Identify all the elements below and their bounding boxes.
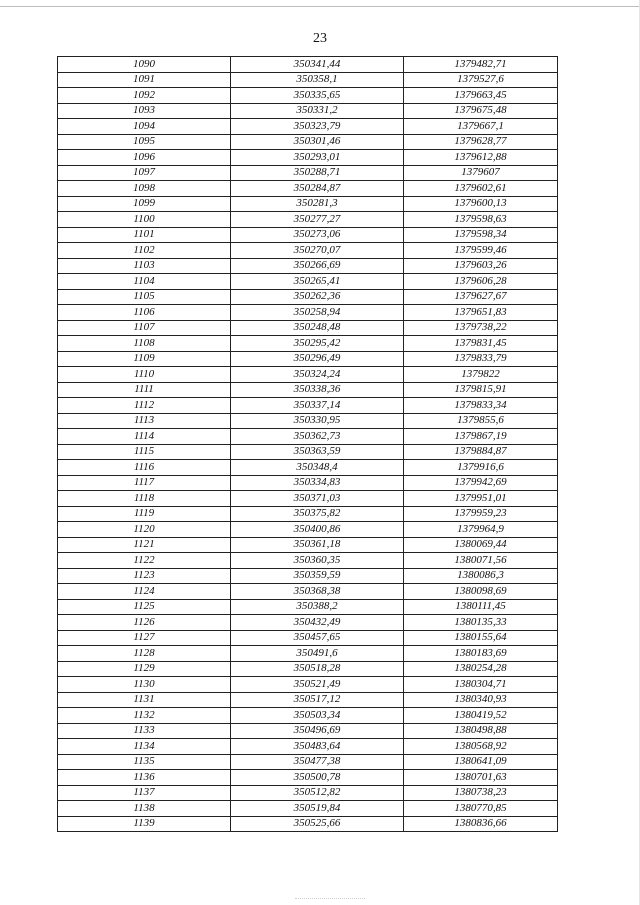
y-coordinate-cell: 1380135,33 bbox=[404, 615, 558, 631]
point-number-cell: 1139 bbox=[58, 816, 231, 832]
point-number-cell: 1123 bbox=[58, 568, 231, 584]
point-number-cell: 1134 bbox=[58, 739, 231, 755]
y-coordinate-cell: 1380069,44 bbox=[404, 537, 558, 553]
top-border-line bbox=[0, 6, 640, 7]
y-coordinate-cell: 1379598,34 bbox=[404, 227, 558, 243]
table-row bbox=[58, 196, 558, 212]
point-number-cell: 1127 bbox=[58, 630, 231, 646]
y-coordinate-cell: 1380738,23 bbox=[404, 785, 558, 801]
point-number-cell: 1117 bbox=[58, 475, 231, 491]
y-coordinate-cell: 1380304,71 bbox=[404, 677, 558, 693]
y-coordinate-cell: 1379602,61 bbox=[404, 181, 558, 197]
point-number-cell: 1091 bbox=[58, 72, 231, 88]
point-number-cell: 1116 bbox=[58, 460, 231, 476]
table-row bbox=[58, 754, 558, 770]
point-number-cell: 1132 bbox=[58, 708, 231, 724]
y-coordinate-cell: 1379482,71 bbox=[404, 57, 558, 73]
table-row bbox=[58, 460, 558, 476]
x-coordinate-cell: 350330,95 bbox=[231, 413, 404, 429]
table-row bbox=[58, 258, 558, 274]
x-coordinate-cell: 350266,69 bbox=[231, 258, 404, 274]
table-row bbox=[58, 382, 558, 398]
x-coordinate-cell: 350360,35 bbox=[231, 553, 404, 569]
point-number-cell: 1102 bbox=[58, 243, 231, 259]
x-coordinate-cell: 350361,18 bbox=[231, 537, 404, 553]
x-coordinate-cell: 350525,66 bbox=[231, 816, 404, 832]
y-coordinate-cell: 1379833,79 bbox=[404, 351, 558, 367]
x-coordinate-cell: 350323,79 bbox=[231, 119, 404, 135]
point-number-cell: 1109 bbox=[58, 351, 231, 367]
table-row bbox=[58, 677, 558, 693]
y-coordinate-cell: 1379606,28 bbox=[404, 274, 558, 290]
point-number-cell: 1095 bbox=[58, 134, 231, 150]
x-coordinate-cell: 350521,49 bbox=[231, 677, 404, 693]
x-coordinate-cell: 350262,36 bbox=[231, 289, 404, 305]
point-number-cell: 1099 bbox=[58, 196, 231, 212]
x-coordinate-cell: 350341,44 bbox=[231, 57, 404, 73]
y-coordinate-cell: 1379867,19 bbox=[404, 429, 558, 445]
point-number-cell: 1103 bbox=[58, 258, 231, 274]
x-coordinate-cell: 350338,36 bbox=[231, 382, 404, 398]
y-coordinate-cell: 1379667,1 bbox=[404, 119, 558, 135]
x-coordinate-cell: 350368,38 bbox=[231, 584, 404, 600]
y-coordinate-cell: 1380568,92 bbox=[404, 739, 558, 755]
point-number-cell: 1130 bbox=[58, 677, 231, 693]
table-row bbox=[58, 444, 558, 460]
y-coordinate-cell: 1379831,45 bbox=[404, 336, 558, 352]
bottom-faint-mark bbox=[295, 898, 365, 902]
table-row bbox=[58, 165, 558, 181]
table-row bbox=[58, 661, 558, 677]
table-row bbox=[58, 88, 558, 104]
point-number-cell: 1119 bbox=[58, 506, 231, 522]
y-coordinate-cell: 1380254,28 bbox=[404, 661, 558, 677]
table-row bbox=[58, 475, 558, 491]
table-row bbox=[58, 568, 558, 584]
y-coordinate-cell: 1380111,45 bbox=[404, 599, 558, 615]
y-coordinate-cell: 1379612,88 bbox=[404, 150, 558, 166]
point-number-cell: 1115 bbox=[58, 444, 231, 460]
x-coordinate-cell: 350334,83 bbox=[231, 475, 404, 491]
y-coordinate-cell: 1380641,09 bbox=[404, 754, 558, 770]
y-coordinate-cell: 1379959,23 bbox=[404, 506, 558, 522]
x-coordinate-cell: 350457,65 bbox=[231, 630, 404, 646]
x-coordinate-cell: 350284,87 bbox=[231, 181, 404, 197]
table-row bbox=[58, 785, 558, 801]
table-row bbox=[58, 801, 558, 817]
point-number-cell: 1114 bbox=[58, 429, 231, 445]
table-row bbox=[58, 816, 558, 832]
point-number-cell: 1097 bbox=[58, 165, 231, 181]
table-row bbox=[58, 72, 558, 88]
x-coordinate-cell: 350500,78 bbox=[231, 770, 404, 786]
x-coordinate-cell: 350400,86 bbox=[231, 522, 404, 538]
y-coordinate-cell: 1379651,83 bbox=[404, 305, 558, 321]
x-coordinate-cell: 350277,27 bbox=[231, 212, 404, 228]
table-row bbox=[58, 646, 558, 662]
x-coordinate-cell: 350358,1 bbox=[231, 72, 404, 88]
x-coordinate-cell: 350273,06 bbox=[231, 227, 404, 243]
table-row bbox=[58, 615, 558, 631]
x-coordinate-cell: 350477,38 bbox=[231, 754, 404, 770]
table-row bbox=[58, 227, 558, 243]
x-coordinate-cell: 350335,65 bbox=[231, 88, 404, 104]
point-number-cell: 1125 bbox=[58, 599, 231, 615]
table-row bbox=[58, 134, 558, 150]
point-number-cell: 1090 bbox=[58, 57, 231, 73]
x-coordinate-cell: 350324,24 bbox=[231, 367, 404, 383]
point-number-cell: 1118 bbox=[58, 491, 231, 507]
x-coordinate-cell: 350265,41 bbox=[231, 274, 404, 290]
y-coordinate-cell: 1380701,63 bbox=[404, 770, 558, 786]
table-row bbox=[58, 305, 558, 321]
x-coordinate-cell: 350288,71 bbox=[231, 165, 404, 181]
x-coordinate-cell: 350337,14 bbox=[231, 398, 404, 414]
point-number-cell: 1111 bbox=[58, 382, 231, 398]
y-coordinate-cell: 1379916,6 bbox=[404, 460, 558, 476]
point-number-cell: 1131 bbox=[58, 692, 231, 708]
page-number: 23 bbox=[313, 31, 327, 46]
point-number-cell: 1121 bbox=[58, 537, 231, 553]
y-coordinate-cell: 1379599,46 bbox=[404, 243, 558, 259]
x-coordinate-cell: 350512,82 bbox=[231, 785, 404, 801]
table-row bbox=[58, 599, 558, 615]
point-number-cell: 1096 bbox=[58, 150, 231, 166]
table-row bbox=[58, 212, 558, 228]
x-coordinate-cell: 350296,49 bbox=[231, 351, 404, 367]
point-number-cell: 1107 bbox=[58, 320, 231, 336]
point-number-cell: 1108 bbox=[58, 336, 231, 352]
y-coordinate-cell: 1379833,34 bbox=[404, 398, 558, 414]
point-number-cell: 1128 bbox=[58, 646, 231, 662]
table-row bbox=[58, 429, 558, 445]
point-number-cell: 1098 bbox=[58, 181, 231, 197]
y-coordinate-cell: 1380155,64 bbox=[404, 630, 558, 646]
table-row bbox=[58, 351, 558, 367]
table-row bbox=[58, 553, 558, 569]
x-coordinate-cell: 350518,28 bbox=[231, 661, 404, 677]
x-coordinate-cell: 350301,46 bbox=[231, 134, 404, 150]
y-coordinate-cell: 1379855,6 bbox=[404, 413, 558, 429]
x-coordinate-cell: 350388,2 bbox=[231, 599, 404, 615]
table-row bbox=[58, 537, 558, 553]
y-coordinate-cell: 1379942,69 bbox=[404, 475, 558, 491]
point-number-cell: 1135 bbox=[58, 754, 231, 770]
table-row bbox=[58, 770, 558, 786]
point-number-cell: 1110 bbox=[58, 367, 231, 383]
x-coordinate-cell: 350491,6 bbox=[231, 646, 404, 662]
x-coordinate-cell: 350363,59 bbox=[231, 444, 404, 460]
table-row bbox=[58, 708, 558, 724]
table-row bbox=[58, 506, 558, 522]
table-row bbox=[58, 274, 558, 290]
point-number-cell: 1094 bbox=[58, 119, 231, 135]
table-row bbox=[58, 336, 558, 352]
y-coordinate-cell: 1380770,85 bbox=[404, 801, 558, 817]
x-coordinate-cell: 350483,64 bbox=[231, 739, 404, 755]
table-row bbox=[58, 181, 558, 197]
y-coordinate-cell: 1379738,22 bbox=[404, 320, 558, 336]
y-coordinate-cell: 1379598,63 bbox=[404, 212, 558, 228]
y-coordinate-cell: 1379964,9 bbox=[404, 522, 558, 538]
point-number-cell: 1101 bbox=[58, 227, 231, 243]
point-number-cell: 1113 bbox=[58, 413, 231, 429]
table-row bbox=[58, 413, 558, 429]
table-row bbox=[58, 522, 558, 538]
point-number-cell: 1138 bbox=[58, 801, 231, 817]
y-coordinate-cell: 1379675,48 bbox=[404, 103, 558, 119]
y-coordinate-cell: 1379627,67 bbox=[404, 289, 558, 305]
y-coordinate-cell: 1380086,3 bbox=[404, 568, 558, 584]
y-coordinate-cell: 1380836,66 bbox=[404, 816, 558, 832]
point-number-cell: 1120 bbox=[58, 522, 231, 538]
table-row bbox=[58, 739, 558, 755]
y-coordinate-cell: 1380340,93 bbox=[404, 692, 558, 708]
x-coordinate-cell: 350496,69 bbox=[231, 723, 404, 739]
coordinates-table-body bbox=[58, 57, 558, 832]
table-row bbox=[58, 289, 558, 305]
table-row bbox=[58, 103, 558, 119]
x-coordinate-cell: 350371,03 bbox=[231, 491, 404, 507]
point-number-cell: 1124 bbox=[58, 584, 231, 600]
x-coordinate-cell: 350248,48 bbox=[231, 320, 404, 336]
table-row bbox=[58, 119, 558, 135]
point-number-cell: 1100 bbox=[58, 212, 231, 228]
y-coordinate-cell: 1380071,56 bbox=[404, 553, 558, 569]
y-coordinate-cell: 1379951,01 bbox=[404, 491, 558, 507]
x-coordinate-cell: 350293,01 bbox=[231, 150, 404, 166]
x-coordinate-cell: 350295,42 bbox=[231, 336, 404, 352]
x-coordinate-cell: 350270,07 bbox=[231, 243, 404, 259]
point-number-cell: 1112 bbox=[58, 398, 231, 414]
point-number-cell: 1092 bbox=[58, 88, 231, 104]
y-coordinate-cell: 1379603,26 bbox=[404, 258, 558, 274]
table-row bbox=[58, 150, 558, 166]
x-coordinate-cell: 350359,59 bbox=[231, 568, 404, 584]
x-coordinate-cell: 350375,82 bbox=[231, 506, 404, 522]
point-number-cell: 1106 bbox=[58, 305, 231, 321]
y-coordinate-cell: 1379884,87 bbox=[404, 444, 558, 460]
y-coordinate-cell: 1379663,45 bbox=[404, 88, 558, 104]
x-coordinate-cell: 350258,94 bbox=[231, 305, 404, 321]
point-number-cell: 1137 bbox=[58, 785, 231, 801]
y-coordinate-cell: 1379527,6 bbox=[404, 72, 558, 88]
point-number-cell: 1133 bbox=[58, 723, 231, 739]
table-row bbox=[58, 57, 558, 73]
x-coordinate-cell: 350517,12 bbox=[231, 692, 404, 708]
x-coordinate-cell: 350348,4 bbox=[231, 460, 404, 476]
table-row bbox=[58, 367, 558, 383]
y-coordinate-cell: 1380098,69 bbox=[404, 584, 558, 600]
y-coordinate-cell: 1379600,13 bbox=[404, 196, 558, 212]
y-coordinate-cell: 1379607 bbox=[404, 165, 558, 181]
x-coordinate-cell: 350519,84 bbox=[231, 801, 404, 817]
point-number-cell: 1105 bbox=[58, 289, 231, 305]
table-row bbox=[58, 692, 558, 708]
point-number-cell: 1093 bbox=[58, 103, 231, 119]
x-coordinate-cell: 350362,73 bbox=[231, 429, 404, 445]
x-coordinate-cell: 350503,34 bbox=[231, 708, 404, 724]
table-row bbox=[58, 584, 558, 600]
y-coordinate-cell: 1380419,52 bbox=[404, 708, 558, 724]
point-number-cell: 1126 bbox=[58, 615, 231, 631]
point-number-cell: 1129 bbox=[58, 661, 231, 677]
y-coordinate-cell: 1380498,88 bbox=[404, 723, 558, 739]
point-number-cell: 1104 bbox=[58, 274, 231, 290]
y-coordinate-cell: 1379815,91 bbox=[404, 382, 558, 398]
y-coordinate-cell: 1380183,69 bbox=[404, 646, 558, 662]
x-coordinate-cell: 350331,2 bbox=[231, 103, 404, 119]
table-row bbox=[58, 630, 558, 646]
x-coordinate-cell: 350281,3 bbox=[231, 196, 404, 212]
point-number-cell: 1136 bbox=[58, 770, 231, 786]
table-row bbox=[58, 243, 558, 259]
point-number-cell: 1122 bbox=[58, 553, 231, 569]
coordinates-table bbox=[57, 56, 558, 832]
table-row bbox=[58, 491, 558, 507]
y-coordinate-cell: 1379628,77 bbox=[404, 134, 558, 150]
table-row bbox=[58, 398, 558, 414]
x-coordinate-cell: 350432,49 bbox=[231, 615, 404, 631]
table-row bbox=[58, 320, 558, 336]
table-row bbox=[58, 723, 558, 739]
y-coordinate-cell: 1379822 bbox=[404, 367, 558, 383]
